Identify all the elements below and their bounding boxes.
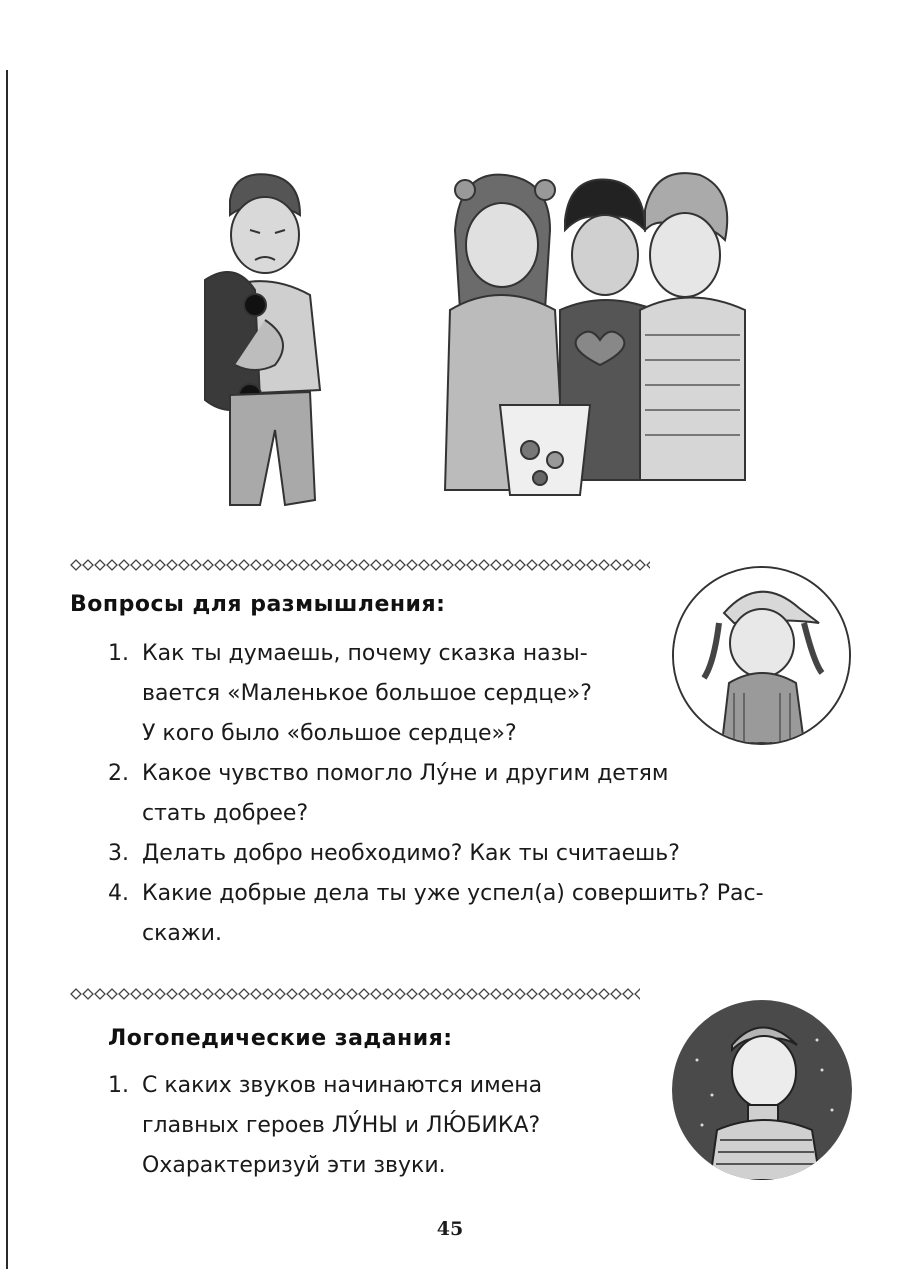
- section-heading-speech-therapy: Логопедические задания:: [108, 1026, 453, 1051]
- boy-arms-crossed-portrait: [672, 1000, 852, 1180]
- speech-therapy-tasks-list: [108, 1066, 608, 1186]
- list-item: 3. Делать добро необходимо? Как ты считаешь?: [108, 841, 680, 866]
- girl-in-cap-portrait: [672, 566, 851, 745]
- list-item: 2. Какое чувство помогло Лу́не и другим детям стать добрее?: [108, 761, 669, 826]
- page-margin-line: [6, 70, 8, 1269]
- section-heading-reflection: Вопросы для размышления:: [70, 592, 446, 617]
- three-children-illustration: [440, 160, 760, 520]
- reflection-questions-list: [108, 634, 768, 954]
- page-number: 45: [436, 1218, 464, 1240]
- boy-with-toy-car-illustration: [175, 160, 345, 520]
- ornamental-divider: [70, 987, 640, 1001]
- list-item: 1. С каких звуков начинаются имена главных героев ЛУ́НЫ и ЛЮ́БИКА? Охарактеризуй эти звуки.: [108, 1073, 543, 1178]
- ornamental-divider: [70, 558, 650, 572]
- list-item: 4. Какие добрые дела ты уже успел(а) совершить? Рас- скажи.: [108, 881, 764, 946]
- list-item: 1. Как ты думаешь, почему сказка назы- вается «Маленькое большое сердце»? У кого было «большое сердце»?: [108, 641, 592, 746]
